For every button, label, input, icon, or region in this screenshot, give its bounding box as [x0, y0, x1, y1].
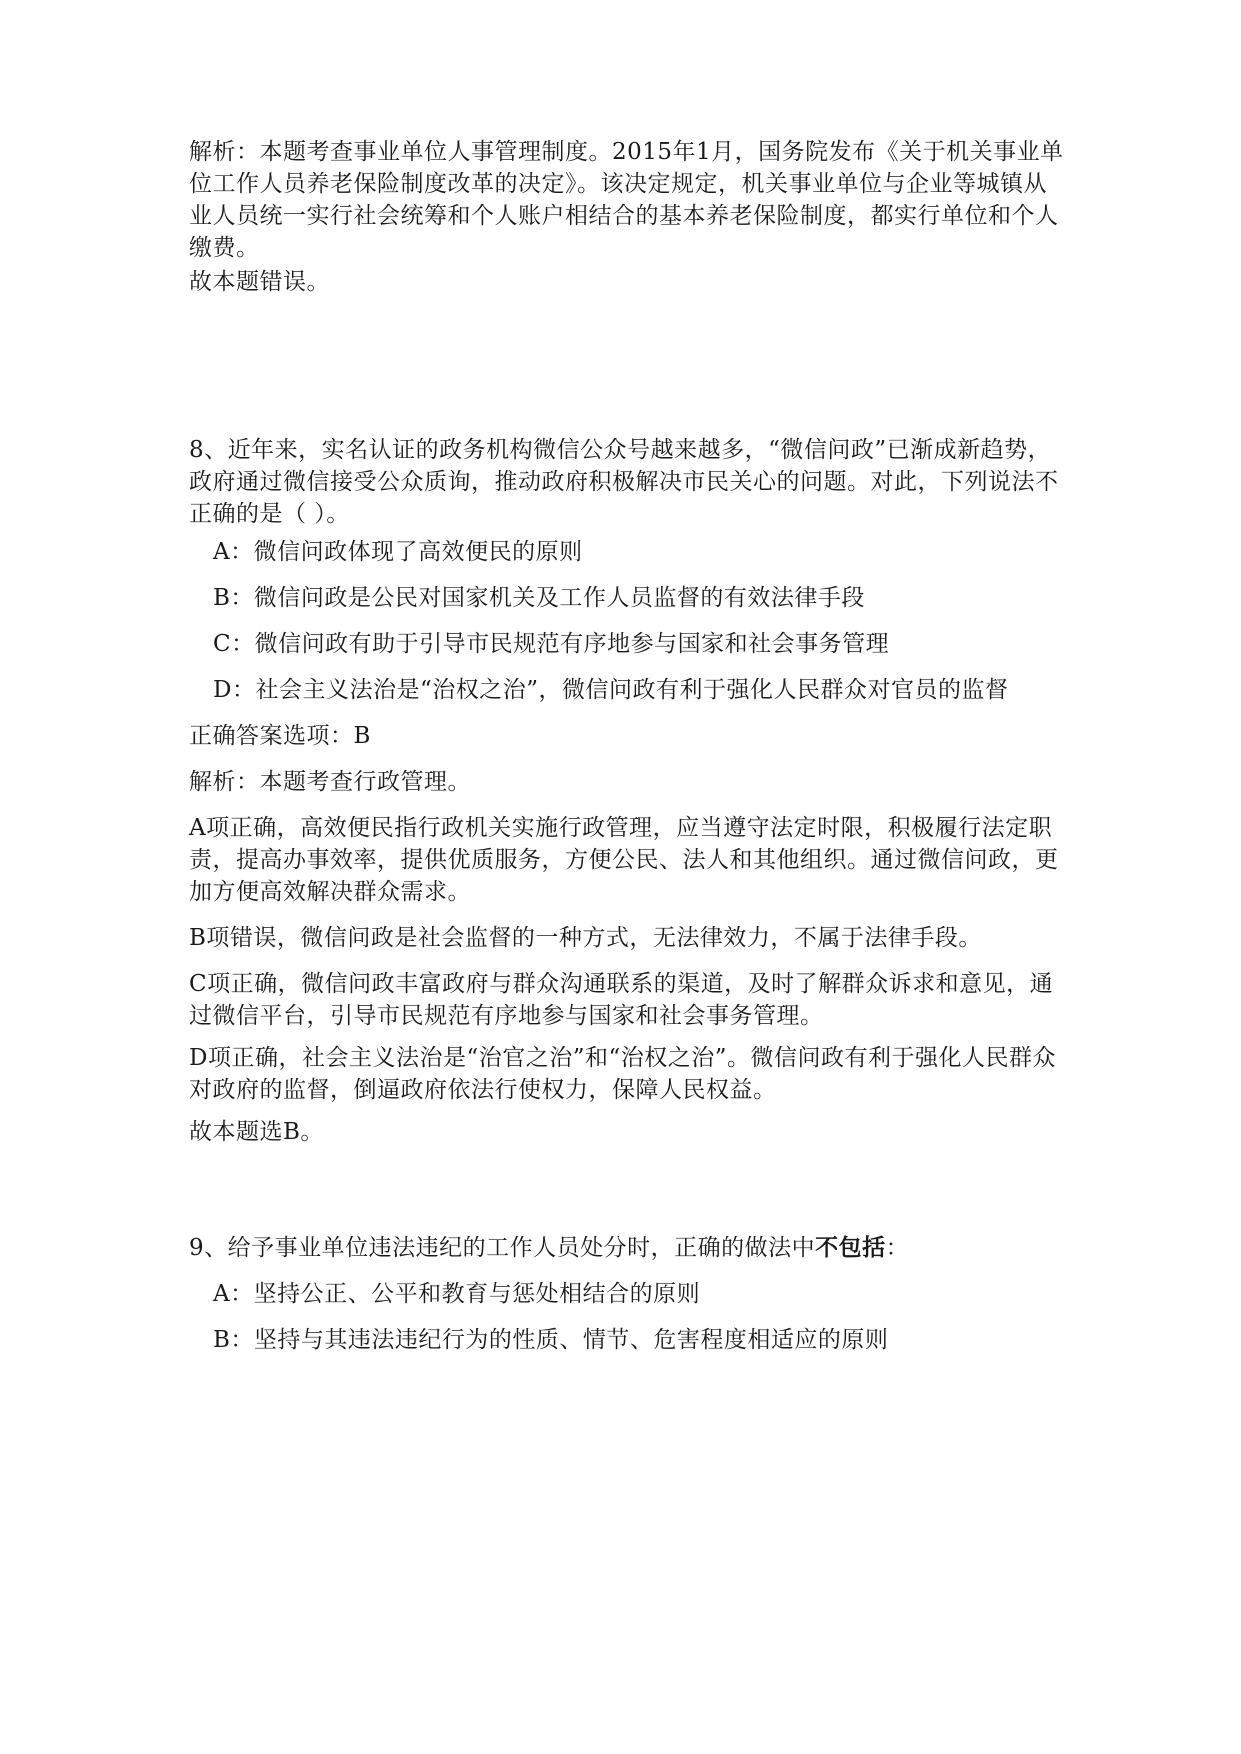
q7-analysis: 解析：本题考查事业单位人事管理制度。2015年1月，国务院发布《关于机关事业单位工作人员养老保险制度改革的决定》。该决定规定，机关事业单位与企业等城镇从业人员统一实行社会统筹和个人账户相结合的基本养老保险制度，都实行单位和个人缴费。	[189, 139, 1064, 261]
q9-stem	[189, 1232, 1069, 1264]
q8-option-c: C：微信问政有助于引导市民规范有序地参与国家和社会事务管理	[213, 631, 890, 657]
q9-stem-prefix: 9、给予事业单位违法违纪的工作人员处分时，正确的做法中	[189, 1235, 816, 1261]
q9-stem-emphasis: 不包括	[815, 1234, 886, 1261]
q8-answer: 正确答案选项：B	[189, 723, 371, 749]
q8-analysis-d: D项正确，社会主义法治是“治官之治”和“治权之治”。微信问政有利于强化人民群众对政府的监督，倒逼政府依法行使权力，保障人民权益。	[189, 1045, 1056, 1103]
q9-stem-suffix: ：	[885, 1235, 910, 1261]
q8-option-b: B：微信问政是公民对国家机关及工作人员监督的有效法律手段	[213, 585, 865, 611]
q9-option-a: A：坚持公正、公平和教育与惩处相结合的原则	[213, 1281, 701, 1307]
q8-stem: 8、近年来，实名认证的政务机构微信公众号越来越多，“微信问政”已渐成新趋势，政府通过微信接受公众质询，推动政府积极解决市民关心的问题。对此，下列说法不正确的是（ ）。	[189, 437, 1059, 527]
q7-conclusion: 故本题错误。	[189, 269, 330, 295]
q8-conclusion: 故本题选B。	[189, 1119, 324, 1145]
q8-analysis-intro: 解析：本题考查行政管理。	[189, 769, 471, 795]
q8-analysis-c: C项正确，微信问政丰富政府与群众沟通联系的渠道，及时了解群众诉求和意见，通过微信平台，引导市民规范有序地参与国家和社会事务管理。	[189, 971, 1054, 1029]
q8-option-d: D：社会主义法治是“治权之治”，微信问政有利于强化人民群众对官员的监督	[213, 677, 1009, 703]
q8-option-a: A：微信问政体现了高效便民的原则	[213, 539, 583, 565]
q9-option-b: B：坚持与其违法违纪行为的性质、情节、危害程度相适应的原则	[213, 1327, 889, 1353]
q8-analysis-a: A项正确，高效便民指行政机关实施行政管理，应当遵守法定时限，积极履行法定职责，提高办事效率，提供优质服务，方便公民、法人和其他组织。通过微信问政，更加方便高效解决群众需求。	[189, 815, 1059, 905]
q8-analysis-b: B项错误，微信问政是社会监督的一种方式，无法律效力，不属于法律手段。	[189, 925, 982, 951]
